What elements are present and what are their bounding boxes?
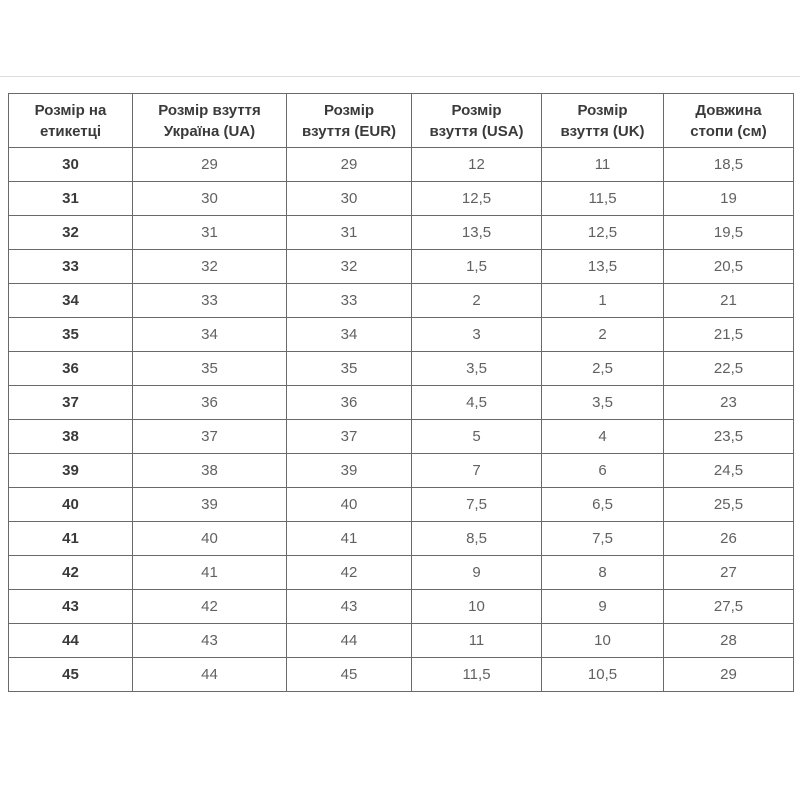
- cell-ua: 40: [133, 522, 287, 556]
- column-header-ua-line2: Україна (UA): [163, 122, 256, 140]
- cell-ua: 35: [133, 352, 287, 386]
- cell-label: 40: [9, 488, 133, 522]
- table-row: [9, 284, 794, 318]
- top-divider: [0, 76, 800, 77]
- cell-length: 27: [664, 556, 794, 590]
- cell-uk: 6,5: [542, 488, 664, 522]
- cell-usa: 8,5: [412, 522, 542, 556]
- cell-length: 29: [664, 658, 794, 692]
- cell-ua: 41: [133, 556, 287, 590]
- cell-length: 23: [664, 386, 794, 420]
- cell-usa: 5: [412, 420, 542, 454]
- cell-ua: 34: [133, 318, 287, 352]
- cell-label: 30: [9, 148, 133, 182]
- cell-eur: 37: [287, 420, 412, 454]
- cell-label: 37: [9, 386, 133, 420]
- cell-ua: 42: [133, 590, 287, 624]
- table-row: [9, 148, 794, 182]
- column-header-usa-line2: взуття (USA): [429, 122, 524, 140]
- cell-uk: 8: [542, 556, 664, 590]
- column-header-ua-line1: Розмір взуття: [158, 101, 261, 119]
- cell-length: 26: [664, 522, 794, 556]
- cell-label: 32: [9, 216, 133, 250]
- cell-ua: 33: [133, 284, 287, 318]
- table-row: [9, 182, 794, 216]
- cell-eur: 41: [287, 522, 412, 556]
- cell-uk: 11,5: [542, 182, 664, 216]
- cell-length: 25,5: [664, 488, 794, 522]
- cell-label: 33: [9, 250, 133, 284]
- column-header-eur: [287, 94, 412, 148]
- table-row: [9, 488, 794, 522]
- cell-eur: 31: [287, 216, 412, 250]
- cell-ua: 37: [133, 420, 287, 454]
- cell-uk: 9: [542, 590, 664, 624]
- cell-usa: 3,5: [412, 352, 542, 386]
- cell-usa: 7,5: [412, 488, 542, 522]
- cell-eur: 34: [287, 318, 412, 352]
- table-header: [9, 94, 794, 148]
- cell-ua: 29: [133, 148, 287, 182]
- cell-usa: 12,5: [412, 182, 542, 216]
- cell-eur: 29: [287, 148, 412, 182]
- table-row: [9, 454, 794, 488]
- table-row: [9, 556, 794, 590]
- cell-eur: 40: [287, 488, 412, 522]
- cell-label: 38: [9, 420, 133, 454]
- column-header-usa: [412, 94, 542, 148]
- cell-usa: 10: [412, 590, 542, 624]
- column-header-label-line1: Розмір на: [34, 101, 107, 119]
- cell-eur: 45: [287, 658, 412, 692]
- cell-uk: 2,5: [542, 352, 664, 386]
- cell-uk: 10,5: [542, 658, 664, 692]
- cell-label: 31: [9, 182, 133, 216]
- table-row: [9, 318, 794, 352]
- table-row: [9, 352, 794, 386]
- cell-eur: 42: [287, 556, 412, 590]
- cell-ua: 31: [133, 216, 287, 250]
- cell-usa: 12: [412, 148, 542, 182]
- cell-length: 22,5: [664, 352, 794, 386]
- cell-uk: 1: [542, 284, 664, 318]
- cell-label: 45: [9, 658, 133, 692]
- cell-uk: 6: [542, 454, 664, 488]
- cell-label: 41: [9, 522, 133, 556]
- cell-length: 21,5: [664, 318, 794, 352]
- cell-length: 24,5: [664, 454, 794, 488]
- column-header-label-line2: етикетці: [39, 122, 102, 140]
- cell-eur: 36: [287, 386, 412, 420]
- cell-eur: 32: [287, 250, 412, 284]
- cell-eur: 35: [287, 352, 412, 386]
- column-header-length: [664, 94, 794, 148]
- cell-uk: 10: [542, 624, 664, 658]
- cell-uk: 13,5: [542, 250, 664, 284]
- column-header-ua: [133, 94, 287, 148]
- cell-ua: 38: [133, 454, 287, 488]
- column-header-length-line1: Довжина: [695, 101, 762, 119]
- cell-length: 19,5: [664, 216, 794, 250]
- cell-label: 35: [9, 318, 133, 352]
- cell-label: 39: [9, 454, 133, 488]
- cell-ua: 44: [133, 658, 287, 692]
- cell-usa: 4,5: [412, 386, 542, 420]
- cell-length: 18,5: [664, 148, 794, 182]
- column-header-eur-line1: Розмір: [323, 101, 375, 119]
- cell-uk: 3,5: [542, 386, 664, 420]
- table-body: [9, 148, 794, 692]
- cell-ua: 39: [133, 488, 287, 522]
- cell-uk: 4: [542, 420, 664, 454]
- cell-ua: 43: [133, 624, 287, 658]
- cell-ua: 32: [133, 250, 287, 284]
- column-header-label: [9, 94, 133, 148]
- cell-usa: 3: [412, 318, 542, 352]
- cell-usa: 11: [412, 624, 542, 658]
- cell-length: 20,5: [664, 250, 794, 284]
- cell-label: 36: [9, 352, 133, 386]
- cell-usa: 13,5: [412, 216, 542, 250]
- table-row: [9, 386, 794, 420]
- cell-uk: 7,5: [542, 522, 664, 556]
- table-row: [9, 216, 794, 250]
- cell-eur: 43: [287, 590, 412, 624]
- header-row: [9, 94, 794, 148]
- cell-eur: 33: [287, 284, 412, 318]
- cell-label: 34: [9, 284, 133, 318]
- cell-usa: 1,5: [412, 250, 542, 284]
- cell-ua: 30: [133, 182, 287, 216]
- table-row: [9, 624, 794, 658]
- column-header-uk-line2: взуття (UK): [560, 122, 645, 140]
- table-row: [9, 658, 794, 692]
- cell-length: 21: [664, 284, 794, 318]
- cell-label: 42: [9, 556, 133, 590]
- table-row: [9, 420, 794, 454]
- cell-length: 19: [664, 182, 794, 216]
- table-row: [9, 590, 794, 624]
- column-header-uk-line1: Розмір: [577, 101, 628, 119]
- cell-usa: 7: [412, 454, 542, 488]
- cell-eur: 39: [287, 454, 412, 488]
- table-row: [9, 250, 794, 284]
- cell-length: 23,5: [664, 420, 794, 454]
- cell-usa: 9: [412, 556, 542, 590]
- cell-uk: 2: [542, 318, 664, 352]
- cell-length: 28: [664, 624, 794, 658]
- cell-usa: 11,5: [412, 658, 542, 692]
- cell-length: 27,5: [664, 590, 794, 624]
- cell-label: 44: [9, 624, 133, 658]
- shoe-size-conversion-table: [8, 93, 794, 692]
- column-header-usa-line1: Розмір: [451, 101, 502, 119]
- column-header-eur-line2: взуття (EUR): [301, 122, 397, 140]
- cell-ua: 36: [133, 386, 287, 420]
- cell-uk: 11: [542, 148, 664, 182]
- cell-usa: 2: [412, 284, 542, 318]
- column-header-uk: [542, 94, 664, 148]
- cell-label: 43: [9, 590, 133, 624]
- cell-eur: 44: [287, 624, 412, 658]
- table-row: [9, 522, 794, 556]
- column-header-length-line2: стопи (см): [690, 122, 767, 140]
- cell-eur: 30: [287, 182, 412, 216]
- cell-uk: 12,5: [542, 216, 664, 250]
